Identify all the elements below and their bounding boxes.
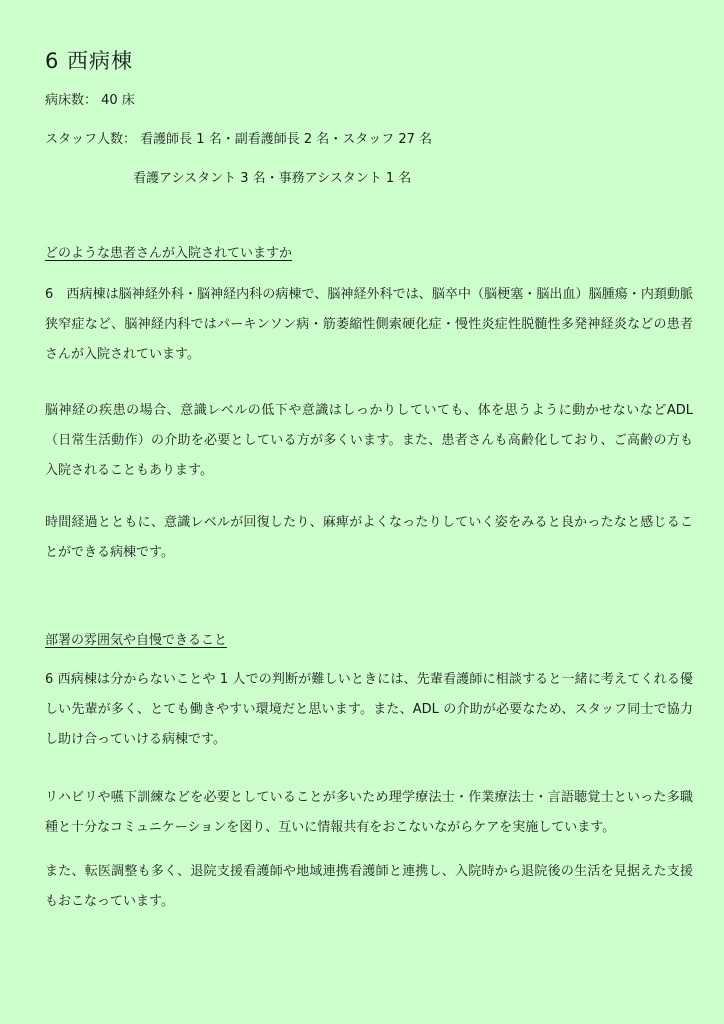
bed-count: 病床数： 40 床 xyxy=(45,93,135,108)
section-heading-patients: どのような患者さんが入院されていますか xyxy=(45,246,293,261)
atmosphere-paragraph-3: また、転医調整も多く、退院支援看護師や地域連携看護師と連携し、入院時から退院後の生活を見据えた支援もおこなっています。 xyxy=(45,864,693,909)
section-heading-atmosphere: 部署の雰囲気や自慢できること xyxy=(45,633,228,648)
page-title: 6 西病棟 xyxy=(45,49,134,73)
patients-paragraph-1: 6 西病棟は脳神経外科・脳神経内科の病棟で、脳神経外科では、脳卒中（脳梗塞・脳出血）脳腫瘍・内頚動脈狭窄症など、脳神経内科ではパーキンソン病・筋萎縮性側索硬化症・慢性炎症性脱髄性多発神経炎などの患者さんが入院されています。 xyxy=(45,287,693,362)
staff-count-line2: 看護アシスタント 3 名・事務アシスタント 1 名 xyxy=(133,171,412,186)
staff-count-label: スタッフ人数： xyxy=(45,132,137,147)
staff-count-row xyxy=(45,131,432,149)
atmosphere-paragraph-1: 6 西病棟は分からないことや 1 人での判断が難しいときには、先輩看護師に相談すると一緒に考えてくれる優しい先輩が多く、とても働きやすい環境だと思います。また、ADL の介助が必要なため、スタッフ同士で協力し助け合っていける病棟です。 xyxy=(45,672,693,747)
document-page xyxy=(45,0,695,1024)
staff-count-line1: 看護師長 1 名・副看護師長 2 名・スタッフ 27 名 xyxy=(140,132,433,147)
patients-paragraph-3: 時間経過とともに、意識レベルが回復したり、麻痺がよくなったりしていく姿をみると良かったなと感じることができる病棟です。 xyxy=(45,515,693,560)
atmosphere-paragraph-2: リハビリや嚥下訓練などを必要としていることが多いため理学療法士・作業療法士・言語聴覚士といった多職種と十分なコミュニケーションを図り、互いに情報共有をおこないながらケアを実施しています。 xyxy=(45,790,693,835)
patients-paragraph-2: 脳神経の疾患の場合、意識レベルの低下や意識はしっかりしていても、体を思うように動かせないなどADL（日常生活動作）の介助を必要としている方が多くいます。また、患者さんも高齢化しており、ご高齢の方も入院されることもあります。 xyxy=(45,403,693,478)
